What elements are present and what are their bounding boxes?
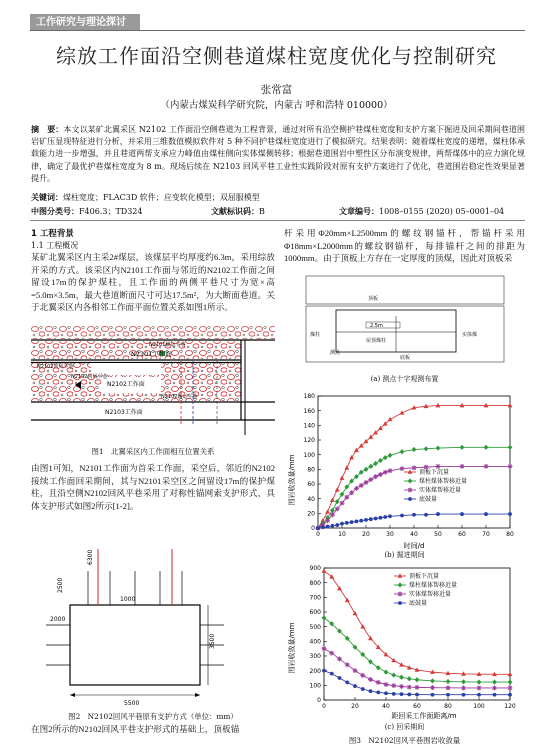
data-point bbox=[477, 685, 482, 690]
y-tick-label: 60 bbox=[307, 481, 315, 489]
data-point bbox=[436, 464, 441, 469]
fig3a-bottom-roof: 屋顶煤柱 bbox=[366, 338, 387, 344]
data-point bbox=[360, 673, 365, 678]
chart-b-xlabel: 时间/d bbox=[403, 542, 425, 550]
data-point bbox=[354, 486, 359, 491]
n2101-face-label: N2101工作面 bbox=[131, 350, 172, 358]
data-point bbox=[379, 516, 383, 520]
figure-1-caption: 图1 北翼采区内工作面相互位置关系 bbox=[91, 447, 215, 456]
data-point bbox=[412, 513, 416, 517]
x-tick-label: 40 bbox=[410, 531, 418, 538]
data-point bbox=[364, 518, 368, 522]
data-point bbox=[329, 651, 334, 656]
dim-3500: 3500 bbox=[209, 633, 216, 649]
fig3a-point: 测点 bbox=[330, 350, 341, 356]
dim-5500: 5500 bbox=[124, 700, 140, 707]
data-point bbox=[376, 690, 380, 694]
y-tick-label: 80 bbox=[307, 466, 315, 474]
legend-label: 顶板下沉量 bbox=[419, 469, 450, 477]
y-tick-label: 180 bbox=[303, 393, 315, 401]
figure-2-caption: 图2 N2102回风平巷原有支护方式（单位：mm） bbox=[68, 712, 238, 721]
data-point bbox=[369, 517, 373, 521]
subsection-heading: 1.1 工程概况 bbox=[31, 241, 79, 250]
figure-3-caption: 图3 N2102回风平巷围岩收敛量 bbox=[348, 736, 461, 745]
x-tick-label: 10 bbox=[338, 531, 346, 538]
fig3a-dim: 2.5m bbox=[370, 323, 383, 329]
data-point bbox=[364, 480, 369, 485]
data-point bbox=[376, 680, 381, 685]
data-point bbox=[415, 693, 419, 697]
n2101-return-label: N2101回风平巷 bbox=[37, 364, 74, 370]
figure-3a-layout bbox=[300, 270, 510, 368]
fig3a-pillar: 煤柱 bbox=[310, 332, 321, 338]
data-point bbox=[407, 685, 412, 690]
data-point bbox=[460, 464, 465, 469]
x-tick-label: 30 bbox=[386, 531, 394, 538]
data-point bbox=[493, 693, 497, 697]
data-point bbox=[368, 677, 373, 682]
data-point bbox=[340, 501, 345, 506]
data-point bbox=[462, 693, 466, 697]
x-tick-label: 20 bbox=[362, 531, 370, 538]
data-point bbox=[359, 483, 364, 488]
data-point bbox=[415, 685, 420, 690]
data-point bbox=[345, 521, 349, 525]
legend-marker bbox=[408, 488, 413, 493]
data-point bbox=[359, 519, 363, 523]
fig3a-solid: 实体煤 bbox=[462, 332, 478, 338]
x-tick-label: 20 bbox=[351, 703, 359, 710]
data-point bbox=[345, 662, 350, 667]
data-point bbox=[460, 512, 464, 516]
y-tick-label: 160 bbox=[303, 407, 315, 415]
legend-label: 顶板下沉量 bbox=[409, 573, 440, 581]
data-point bbox=[436, 512, 440, 516]
data-point bbox=[384, 691, 388, 695]
data-point bbox=[400, 692, 404, 696]
dim-2000: 2000 bbox=[50, 616, 66, 623]
x-tick-label: 50 bbox=[434, 531, 442, 538]
data-point bbox=[407, 693, 411, 697]
x-tick-label: 0 bbox=[322, 703, 326, 710]
data-point bbox=[388, 468, 393, 473]
data-point bbox=[392, 692, 396, 696]
y-tick-label: 0 bbox=[317, 697, 321, 705]
dim-6300: 6300 bbox=[87, 549, 94, 565]
y-tick-label: 40 bbox=[307, 495, 315, 503]
data-point bbox=[369, 689, 373, 693]
x-tick-label: 80 bbox=[444, 703, 452, 710]
legend-label: 煤柱煤体帮移近量 bbox=[409, 582, 458, 590]
paragraph-1: 某矿北翼采区内主采2#煤层，该煤层平均厚度约6.3m，采用综放开采的方式。该采区内N2101工作面与邻近的N2102工作面之间留设17m的保护煤柱，且工作面的两侧平巷尺寸为宽×高=5.0m×3.5m，最大巷道断面尺寸可达17.5m²，为大断面巷道。关于北翼采区内各相邻工作面平面位置关系如图1所示。 bbox=[31, 252, 275, 313]
n2102-face-label: N2102工作面 bbox=[107, 381, 145, 388]
fig3a-caption: (a) 测点十字观测布置 bbox=[370, 375, 439, 383]
data-point bbox=[446, 685, 451, 690]
data-point bbox=[508, 693, 512, 697]
x-tick-label: 100 bbox=[473, 703, 485, 710]
legend-label: 实体煤帮移近量 bbox=[409, 591, 452, 599]
legend-label: 煤柱煤体帮移近量 bbox=[419, 478, 468, 486]
data-point bbox=[430, 685, 435, 690]
y-tick-label: 600 bbox=[309, 609, 321, 617]
data-point bbox=[383, 515, 387, 519]
n2101-track-label: N2101辅运平巷 bbox=[149, 342, 186, 348]
y-tick-label: 100 bbox=[303, 451, 315, 459]
y-tick-label: 120 bbox=[303, 437, 315, 445]
data-point bbox=[345, 681, 349, 685]
data-point bbox=[330, 512, 335, 517]
data-point bbox=[353, 668, 358, 673]
data-point bbox=[322, 669, 326, 673]
data-point bbox=[344, 495, 349, 500]
paragraph-3: 在图2所示的N2102回风平巷支护形式的基础上，顶板锚 bbox=[31, 724, 240, 734]
dim-2500: 2500 bbox=[57, 577, 64, 593]
data-point bbox=[399, 684, 404, 689]
data-point bbox=[446, 693, 450, 697]
affiliation: （内蒙古煤炭科学研究院，内蒙古 呼和浩特 010000） bbox=[160, 100, 393, 111]
data-point bbox=[335, 523, 339, 527]
data-point bbox=[477, 693, 481, 697]
y-tick-label: 500 bbox=[309, 623, 321, 631]
fig3b-caption: (b) 掘进期间 bbox=[384, 551, 425, 559]
data-point bbox=[331, 524, 335, 528]
data-point bbox=[330, 672, 334, 676]
data-point bbox=[338, 676, 342, 680]
doc-code-label: 文献标识码： bbox=[211, 207, 259, 216]
data-point bbox=[340, 522, 344, 526]
y-tick-label: 800 bbox=[309, 579, 321, 587]
paragraph-2: 由图1可知，N2101工作面为首采工作面，采空后，邻近的N2102接续工作面回采期间，其与N2101采空区之间留设17m的保护煤柱，且沿空侧N2102回风平巷采用了对称性锚网索支护形式，具体支护形式如图2所示[1-2]。 bbox=[31, 463, 275, 511]
data-point bbox=[508, 464, 513, 469]
n2102-track-label: N2102辅运平巷 bbox=[161, 394, 198, 400]
x-tick-label: 0 bbox=[316, 531, 320, 538]
data-point bbox=[384, 682, 389, 687]
x-tick-label: 80 bbox=[506, 531, 514, 538]
data-point bbox=[326, 525, 330, 529]
x-tick-label: 60 bbox=[458, 531, 466, 538]
fig3a-roof: 顶板 bbox=[368, 296, 379, 302]
article-no-label: 文章编号： bbox=[339, 207, 379, 216]
section-tab: 工作研究与理论探讨 bbox=[30, 14, 140, 31]
data-point bbox=[484, 512, 488, 516]
chart-c-ylabel: 围岩收敛量/mm bbox=[288, 622, 296, 674]
section-heading: 1 工程背景 bbox=[31, 229, 74, 239]
data-point bbox=[350, 520, 354, 524]
x-tick-label: 70 bbox=[482, 531, 490, 538]
y-tick-label: 20 bbox=[307, 510, 315, 518]
y-tick-label: 0 bbox=[311, 525, 315, 533]
fig3a-floor: 底板 bbox=[400, 355, 411, 361]
author: 张常富 bbox=[260, 84, 293, 96]
data-point bbox=[373, 474, 378, 479]
data-point bbox=[383, 470, 388, 475]
data-point bbox=[368, 477, 373, 482]
paper-title: 综放工作面沿空侧巷道煤柱宽度优化与控制研究 bbox=[56, 44, 497, 68]
y-tick-label: 400 bbox=[309, 638, 321, 646]
data-point bbox=[335, 506, 340, 511]
data-point bbox=[349, 490, 354, 495]
right-paragraph-1: 杆采用Φ20mm×L2500mm的螺纹钢锚杆，帮锚杆采用Φ18mm×L2000mm的螺纹钢锚杆，每排锚杆之间的排距为1000mm。由于顶板上方存在一定厚度的顶煤，因此对顶板采 bbox=[284, 228, 525, 264]
n2103-face-label: N2103工作面 bbox=[105, 409, 143, 416]
dim-1000: 1000 bbox=[120, 596, 136, 603]
legend-marker bbox=[398, 601, 402, 605]
data-point bbox=[391, 683, 396, 688]
data-point bbox=[412, 465, 417, 470]
data-point bbox=[484, 464, 489, 469]
chart-excavation bbox=[284, 388, 525, 550]
y-tick-label: 200 bbox=[309, 667, 321, 675]
data-point bbox=[508, 512, 512, 516]
legend-marker bbox=[398, 592, 403, 597]
abstract-rule bbox=[30, 220, 525, 221]
keywords-label: 关键词： bbox=[31, 193, 63, 202]
abstract-text: 本文以某矿北翼采区 N2102 工作面沿空侧巷道为工程背景，通过对所有沿空侧护巷煤柱宽度和支护方案下掘进及回采期间巷道围岩矿压显现特征进行分析，并采用三维数值模拟软件对 5 种不同护巷煤柱宽度进行了模拟研究。结果表明：随着煤柱宽度的递增，煤柱体承载能力进一步增强，并且巷道两帮支承应力峰值由煤柱侧向实体煤侧转移；根据巷道围岩中塑性区分布演变规律，两帮煤体中的应力演化规律，确定了最优护巷煤柱宽度为 8 m。现场后续在 N2103 回风平巷工业性实践阶段对原有支护方案进行了优化，巷道围岩稳定性效果显著提升。 bbox=[31, 125, 525, 183]
y-tick-label: 700 bbox=[309, 594, 321, 602]
clc-label: 中图分类号： bbox=[31, 207, 79, 216]
doc-code-value: B bbox=[259, 207, 265, 216]
data-point bbox=[388, 514, 392, 518]
data-point bbox=[424, 465, 429, 470]
data-point bbox=[461, 685, 466, 690]
legend-label: 实体煤帮移近量 bbox=[419, 487, 462, 495]
data-point bbox=[424, 513, 428, 517]
data-point bbox=[361, 687, 365, 691]
chart-mining bbox=[284, 562, 525, 722]
y-tick-label: 100 bbox=[309, 682, 321, 690]
keywords-text: 煤柱宽度；FLAC3D 软件；应变软化模型；双屈服模型 bbox=[63, 193, 260, 202]
chart-c-xlabel: 距回采工作面距离/m bbox=[391, 712, 457, 720]
chart-b-ylabel: 围岩收敛量/mm bbox=[288, 454, 296, 506]
x-tick-label: 60 bbox=[413, 703, 421, 710]
clc-value: F406.3；TD324 bbox=[79, 207, 143, 216]
y-tick-label: 300 bbox=[309, 653, 321, 661]
header-divider bbox=[30, 30, 525, 31]
data-point bbox=[431, 693, 435, 697]
y-tick-label: 900 bbox=[309, 565, 321, 573]
y-tick-label: 140 bbox=[303, 422, 315, 430]
data-point bbox=[316, 526, 320, 530]
article-no-value: 1008–0155 (2020) 05–0001–04 bbox=[379, 207, 505, 216]
data-point bbox=[325, 518, 330, 523]
data-point bbox=[353, 684, 357, 688]
data-point bbox=[508, 685, 513, 690]
x-tick-label: 40 bbox=[382, 703, 390, 710]
keywords bbox=[31, 192, 525, 203]
legend-marker bbox=[408, 497, 412, 501]
fig3c-caption: (c) 回采期间 bbox=[384, 723, 425, 731]
data-point bbox=[400, 466, 405, 471]
n2102-return-label: N2102回风平巷 bbox=[71, 374, 108, 380]
data-point bbox=[400, 514, 404, 518]
data-point bbox=[378, 472, 383, 477]
data-point bbox=[321, 525, 325, 529]
data-point bbox=[355, 520, 359, 524]
data-point bbox=[337, 656, 342, 661]
abstract bbox=[31, 124, 525, 185]
data-point bbox=[492, 685, 497, 690]
data-point bbox=[322, 646, 327, 651]
legend-label: 底鼓量 bbox=[409, 600, 428, 608]
data-point bbox=[374, 517, 378, 521]
figure-1-layout bbox=[31, 325, 275, 437]
legend-label: 底鼓量 bbox=[419, 496, 438, 504]
figure-2-support bbox=[40, 545, 240, 708]
abstract-label: 摘 要： bbox=[31, 125, 64, 134]
x-tick-label: 120 bbox=[504, 703, 516, 710]
